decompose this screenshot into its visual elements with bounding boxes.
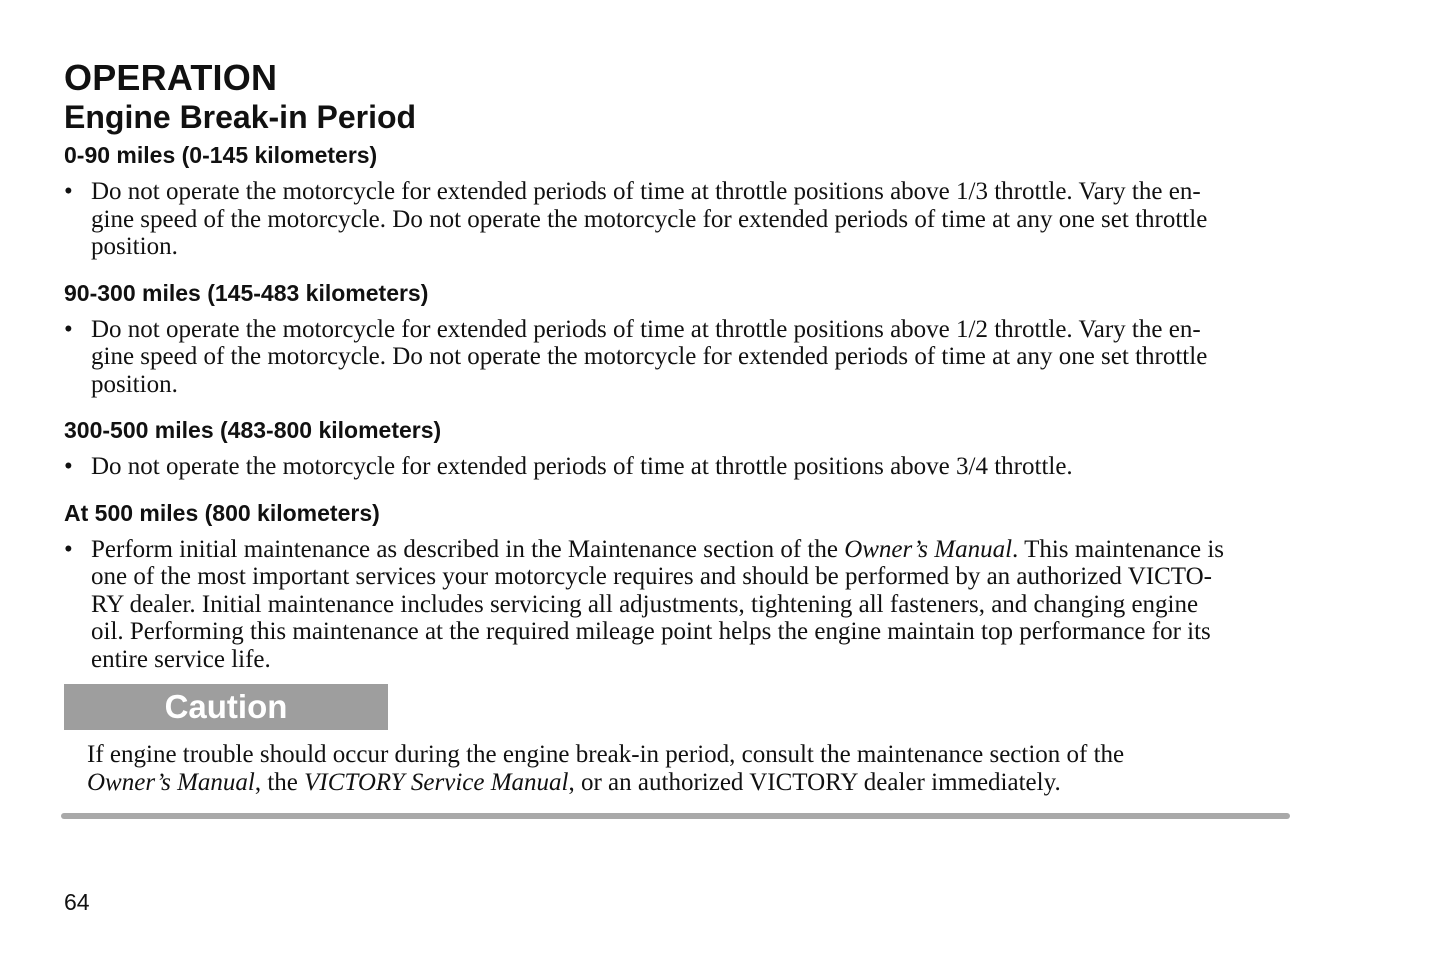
break-in-stage-3: [64, 415, 1364, 481]
page-number: 64: [64, 889, 90, 915]
caution-text: [64, 741, 1364, 796]
bullet-item: [64, 453, 1364, 481]
bullet-text: [91, 536, 1224, 673]
bullet-text-part1: Perform initial maintenance as described in the Maintenance section of the: [91, 535, 845, 563]
stage-heading: 0-90 miles (0-145 kilometers): [64, 142, 378, 168]
bullet-item: [64, 316, 1364, 399]
stage-heading: 300-500 miles (483-800 kilometers): [64, 417, 442, 443]
bullet-item: [64, 536, 1364, 674]
caution-text-part3: , or an authorized VICTORY dealer immediately.: [568, 768, 1061, 796]
manual-page: [64, 58, 1364, 796]
bullet-icon: •: [64, 453, 73, 480]
section-title: OPERATION: [64, 57, 278, 98]
caution-text-part2: , the: [254, 768, 305, 796]
bullet-item: [64, 178, 1364, 261]
bullet-icon: •: [64, 178, 73, 205]
caution-text-part1: If engine trouble should occur during the engine break-in period, consult the maintenance section of the: [87, 741, 1125, 768]
stage-heading: At 500 miles (800 kilometers): [64, 499, 380, 526]
caution-banner: Caution: [64, 684, 388, 730]
break-in-stage-2: [64, 278, 1364, 399]
owners-manual-title: Owner’s Manual: [87, 768, 255, 796]
bullet-icon: •: [64, 535, 73, 563]
caution-divider: [61, 813, 1290, 819]
bullet-icon: •: [64, 315, 73, 343]
break-in-stage-4: [64, 498, 1364, 674]
service-manual-title: VICTORY Service Manual: [304, 768, 569, 796]
bullet-text: Do not operate the motorcycle for extended periods of time at throttle positions above 1/3 throttle. Vary the en- gine speed of the motorcycle. Do not operate the motorcycle for extended periods of time at any one set throttle position.: [91, 178, 1208, 260]
bullet-text: Do not operate the motorcycle for extended periods of time at throttle positions above 3/4 throttle.: [91, 453, 1073, 480]
page-heading: Engine Break-in Period: [64, 99, 417, 135]
bullet-text-part2: . This maintenance is one of the most important services your motorcycle requires and should be performed by an authorized VICTO- RY dealer. Initial maintenance includes servicing all adjustments, tightening all fasteners, and changing engine oil. Performing this maintenance at the required mileage point helps the engine maintain top performance for its entire service life.: [91, 535, 1225, 673]
stage-heading: 90-300 miles (145-483 kilometers): [64, 279, 429, 306]
owners-manual-title: Owner’s Manual: [844, 535, 1013, 563]
bullet-text: Do not operate the motorcycle for extended periods of time at throttle positions above 1/2 throttle. Vary the en- gine speed of the motorcycle. Do not operate the motorcycle for extended periods of time at any one set throttle position.: [91, 315, 1208, 398]
break-in-stage-1: [64, 140, 1364, 261]
